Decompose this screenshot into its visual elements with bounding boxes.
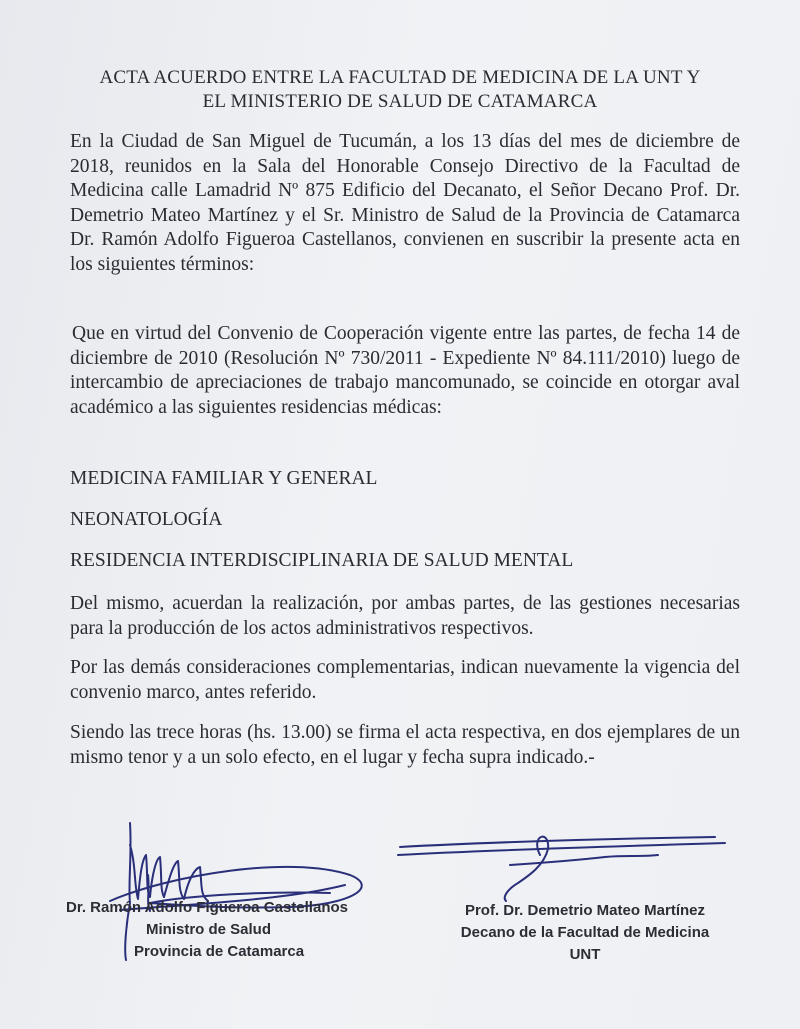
signer-name: Dr. Ramón Adolfo Figueroa Castellanos (66, 899, 348, 916)
signature-block-right (430, 900, 740, 966)
signature-block-left (66, 897, 386, 963)
paragraph-gestiones: Del mismo, acuerdan la realización, por ambas partes, de las gestiones necesarias para la producción de los actos administrativos respectivos. (70, 593, 740, 639)
paragraph-opening: En la Ciudad de San Miguel de Tucumán, a los 13 días del mes de diciembre de 2018, reunidos en la Sala del Honorable Consejo Directivo de la Facultad de Medicina calle Lamadrid Nº 875 Edificio del Decanato, el Señor Decano Prof. Dr. Demetrio Mateo Martínez y el Sr. Ministro de Salud de la Provincia de Catamarca Dr. Ramón Adolfo Figueroa Castellanos, convienen en suscribir la presente acta en los siguientes términos: (70, 131, 740, 275)
document-title (60, 66, 740, 114)
residencia-item: RESIDENCIA INTERDISCIPLINARIA DE SALUD MENTAL (70, 550, 574, 571)
residencia-item: NEONATOLOGÍA (70, 509, 223, 530)
signer-name: Prof. Dr. Demetrio Mateo Martínez (464, 902, 706, 919)
handwritten-signature-right (390, 825, 730, 905)
signer-organization: Provincia de Catamarca (134, 943, 305, 960)
title-line-2: EL MINISTERIO DE SALUD DE CATAMARCA (202, 91, 598, 112)
signer-organization: UNT (569, 946, 601, 963)
signer-role: Ministro de Salud (146, 921, 272, 938)
paragraph-convenio: Que en virtud del Convenio de Cooperación vigente entre las partes, de fecha 14 de diciembre de 2010 (Resolución Nº 730/2011 - Expediente Nº 84.111/2010) luego de intercambio de apreciaciones de trabajo mancomunado, se coincide en otorgar aval académico a las siguientes residencias médicas: (70, 323, 740, 418)
paragraph-cierre: Siendo las trece horas (hs. 13.00) se firma el acta respectiva, en dos ejemplares de un mismo tenor y a un solo efecto, en el lugar y fecha supra indicado.- (70, 722, 740, 768)
paragraph-consideraciones: Por las demás consideraciones complementarias, indican nuevamente la vigencia del convenio marco, antes referido. (70, 657, 740, 703)
signer-role: Decano de la Facultad de Medicina (460, 924, 710, 941)
residencia-item: MEDICINA FAMILIAR Y GENERAL (70, 468, 378, 489)
title-line-1: ACTA ACUERDO ENTRE LA FACULTAD DE MEDICINA DE LA UNT Y (99, 67, 701, 88)
